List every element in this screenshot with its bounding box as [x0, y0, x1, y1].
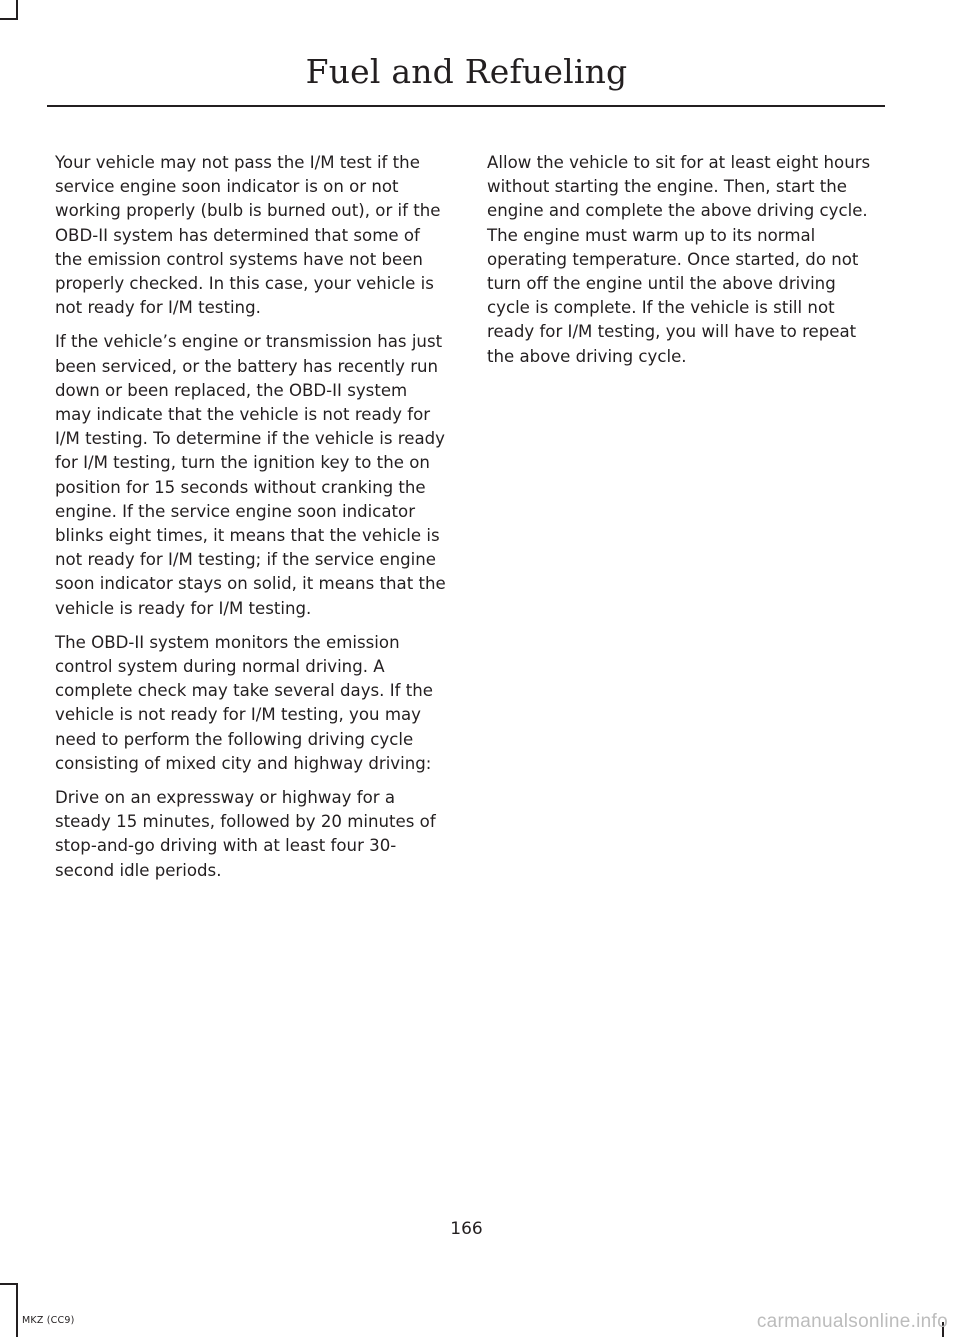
paragraph: If the vehicle’s engine or transmission has just been serviced, or the battery has recently run down or been replaced, the OBD-II system may indicate that the vehicle is not ready for I/M testing. To determine if the vehicle is ready for I/M testing, turn the ignition key to the on position for 15 seconds without cranking the engine. If the service engine soon indicator blinks eight times, it means that the vehicle is not ready for I/M testing; if the service engine soon indicator stays on solid, it means that the vehicle is ready for I/M testing. [55, 332, 446, 618]
paragraph: The OBD-II system monitors the emission control system during normal driving. A complete check may take several days. If the vehicle is not ready for I/M testing, you may need to perform the following driving cycle consisting of mixed city and highway driving: [55, 632, 433, 773]
left-column [55, 151, 447, 893]
page-number: 166 [450, 1219, 483, 1239]
title-divider [47, 105, 885, 107]
crop-mark-top-left-horizontal [0, 18, 18, 20]
right-column [487, 151, 879, 379]
paragraph: Allow the vehicle to sit for at least eight hours without starting the engine. Then, start the engine and complete the above driving cycle. The engine must warm up to its normal operating temperature. Once started, do not turn off the engine until the above driving cycle is complete. If the vehicle is still not ready for I/M testing, you will have to repeat the above driving cycle. [487, 153, 871, 366]
section-title: Fuel and Refueling [305, 52, 628, 91]
crop-mark-bottom-left-vertical [16, 1283, 18, 1337]
paragraph: Your vehicle may not pass the I/M test if the service engine soon indicator is on or not working properly (bulb is burned out), or if the OBD-II system has determined that some of the emission control systems have not been properly checked. In this case, your vehicle is not ready for I/M testing. [55, 153, 441, 318]
model-code: MKZ (CC9) [22, 1315, 75, 1326]
crop-mark-top-left-vertical [16, 0, 18, 20]
crop-mark-bottom-left-horizontal [0, 1283, 18, 1285]
watermark: carmanualsonline.info [756, 1311, 948, 1332]
paragraph: Drive on an expressway or highway for a steady 15 minutes, followed by 20 minutes of stop-and-go driving with at least four 30-second idle periods. [55, 788, 436, 880]
